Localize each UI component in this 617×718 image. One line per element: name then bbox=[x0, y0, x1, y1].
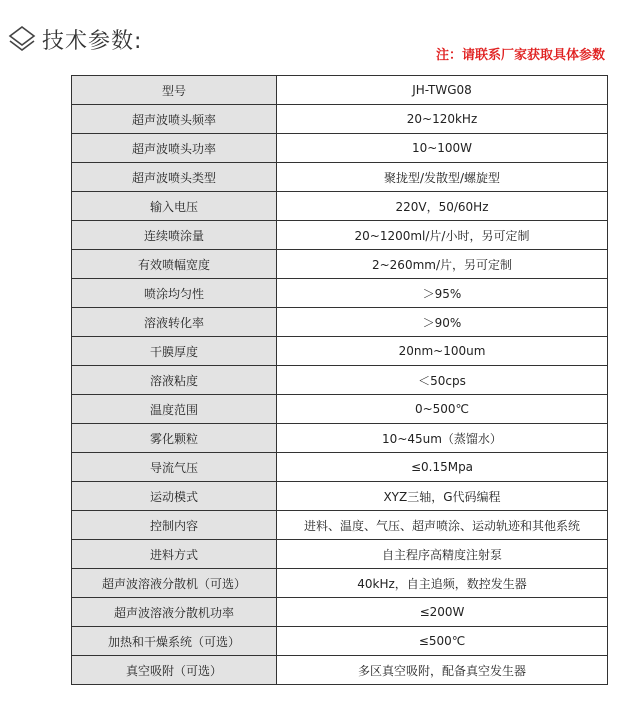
section-header bbox=[8, 24, 142, 54]
table-row bbox=[72, 134, 608, 163]
param-value: 自主程序高精度注射泵 bbox=[277, 540, 608, 569]
table-row bbox=[72, 366, 608, 395]
table-row bbox=[72, 250, 608, 279]
table-row bbox=[72, 308, 608, 337]
table-row bbox=[72, 192, 608, 221]
param-label: 型号 bbox=[72, 76, 277, 105]
param-value: 220V，50/60Hz bbox=[277, 192, 608, 221]
table-row bbox=[72, 540, 608, 569]
param-label: 超声波溶液分散机（可选） bbox=[72, 569, 277, 598]
spec-table bbox=[71, 75, 608, 685]
param-label: 超声波喷头功率 bbox=[72, 134, 277, 163]
param-value: ≤0.15Mpa bbox=[277, 453, 608, 482]
param-label: 溶液粘度 bbox=[72, 366, 277, 395]
param-value: ≤500℃ bbox=[277, 627, 608, 656]
table-row bbox=[72, 598, 608, 627]
param-label: 运动模式 bbox=[72, 482, 277, 511]
param-value: 20~120kHz bbox=[277, 105, 608, 134]
param-label: 超声波溶液分散机功率 bbox=[72, 598, 277, 627]
param-label: 温度范围 bbox=[72, 395, 277, 424]
param-label: 进料方式 bbox=[72, 540, 277, 569]
table-row bbox=[72, 511, 608, 540]
param-value: 10~45um（蒸馏水） bbox=[277, 424, 608, 453]
table-row bbox=[72, 453, 608, 482]
param-value: ＜50cps bbox=[277, 366, 608, 395]
table-row bbox=[72, 569, 608, 598]
table-row bbox=[72, 221, 608, 250]
param-label: 有效喷幅宽度 bbox=[72, 250, 277, 279]
param-value: JH-TWG08 bbox=[277, 76, 608, 105]
param-label: 输入电压 bbox=[72, 192, 277, 221]
param-label: 溶液转化率 bbox=[72, 308, 277, 337]
param-label: 导流气压 bbox=[72, 453, 277, 482]
param-value: 进料、温度、气压、超声喷涂、运动轨迹和其他系统 bbox=[277, 511, 608, 540]
param-label: 雾化颗粒 bbox=[72, 424, 277, 453]
param-label: 超声波喷头频率 bbox=[72, 105, 277, 134]
spec-table-body bbox=[72, 76, 608, 685]
param-label: 连续喷涂量 bbox=[72, 221, 277, 250]
table-row bbox=[72, 482, 608, 511]
page-title: 技术参数: bbox=[42, 28, 143, 54]
param-value: XYZ三轴，G代码编程 bbox=[277, 482, 608, 511]
table-row bbox=[72, 337, 608, 366]
table-row bbox=[72, 424, 608, 453]
param-value: 聚拢型/发散型/螺旋型 bbox=[277, 163, 608, 192]
param-value: ＞95% bbox=[277, 279, 608, 308]
param-value: 2~260mm/片，另可定制 bbox=[277, 250, 608, 279]
param-value: ＞90% bbox=[277, 308, 608, 337]
table-row bbox=[72, 395, 608, 424]
param-value: 0~500℃ bbox=[277, 395, 608, 424]
param-value: 40kHz，自主追频，数控发生器 bbox=[277, 569, 608, 598]
table-row bbox=[72, 627, 608, 656]
table-row bbox=[72, 279, 608, 308]
param-label: 控制内容 bbox=[72, 511, 277, 540]
table-row bbox=[72, 105, 608, 134]
table-row bbox=[72, 76, 608, 105]
param-value: 20~1200ml/片/小时，另可定制 bbox=[277, 221, 608, 250]
param-label: 干膜厚度 bbox=[72, 337, 277, 366]
param-label: 加热和干燥系统（可选） bbox=[72, 627, 277, 656]
param-value: 20nm~100um bbox=[277, 337, 608, 366]
param-value: 10~100W bbox=[277, 134, 608, 163]
param-label: 超声波喷头类型 bbox=[72, 163, 277, 192]
contact-note: 注：请联系厂家获取具体参数 bbox=[435, 48, 605, 63]
param-label: 喷涂均匀性 bbox=[72, 279, 277, 308]
param-label: 真空吸附（可选） bbox=[72, 656, 277, 685]
diamond-layers-icon bbox=[8, 25, 36, 53]
table-row bbox=[72, 163, 608, 192]
param-value: ≤200W bbox=[277, 598, 608, 627]
param-value: 多区真空吸附，配备真空发生器 bbox=[277, 656, 608, 685]
table-row bbox=[72, 656, 608, 685]
